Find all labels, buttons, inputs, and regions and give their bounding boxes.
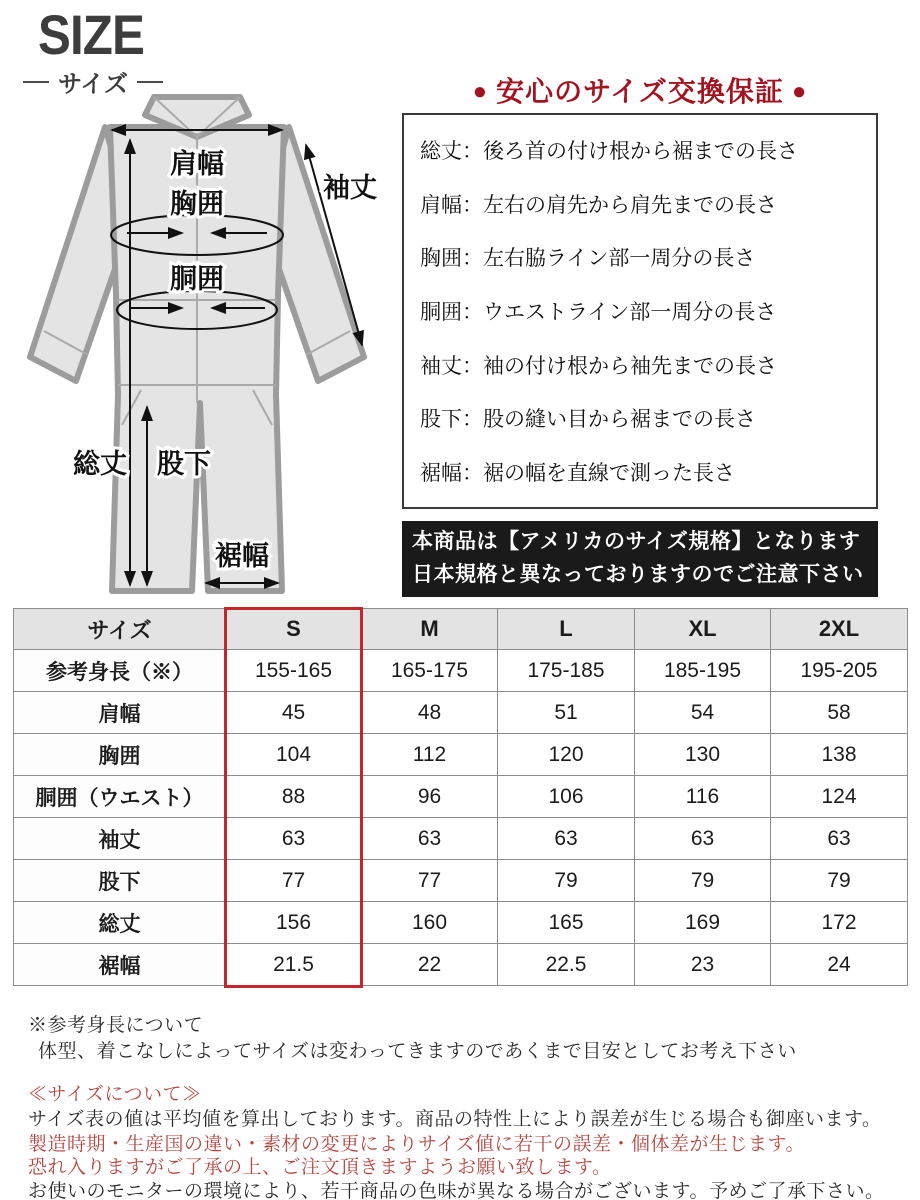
- us-size-standard-notice: [402, 521, 878, 597]
- cell: 63: [362, 818, 498, 860]
- cell: 58: [771, 692, 908, 734]
- cell: 156: [226, 902, 362, 944]
- cell: 63: [635, 818, 771, 860]
- row-label: 参考身長（※）: [14, 650, 226, 692]
- cell: 96: [362, 776, 498, 818]
- size-note-line: 製造時期・生産国の違い・素材の変更によりサイズ値に若干の誤差・個体差が生じます。: [28, 1134, 805, 1155]
- cell: 45: [226, 692, 362, 734]
- label-hem-width: 裾幅: [215, 541, 269, 571]
- us-size-notice-line2: 日本規格と異なっておりますのでご注意下さい: [412, 563, 864, 586]
- cell: 185-195: [635, 650, 771, 692]
- cell: 160: [362, 902, 498, 944]
- label-total-length: 総丈: [73, 449, 127, 479]
- table-row-total-length: [14, 902, 908, 944]
- cell: 79: [771, 860, 908, 902]
- cell: 120: [498, 734, 635, 776]
- size-note-line: お使いのモニターの環境により、若干商品の色味が異なる場合がございます。予めご了承下さい。: [28, 1181, 885, 1200]
- cell: 165: [498, 902, 635, 944]
- cell: 88: [226, 776, 362, 818]
- cell: 112: [362, 734, 498, 776]
- table-row-waist: [14, 776, 908, 818]
- bullet-icon-right: ●: [791, 78, 808, 105]
- table-row-inseam: [14, 860, 908, 902]
- table-row-sleeve: [14, 818, 908, 860]
- table-row-shoulder: [14, 692, 908, 734]
- definition-inseam: 股下：股の縫い目から裾までの長さ: [420, 408, 756, 432]
- cell: 48: [362, 692, 498, 734]
- row-label: 股下: [14, 860, 226, 902]
- col-header-xl: XL: [635, 609, 771, 650]
- size-note-line: 恐れ入りますがご了承の上、ご注文頂きますようお願い致します。: [28, 1157, 612, 1178]
- height-note-title: ※参考身長について: [28, 1015, 204, 1036]
- cell: 116: [635, 776, 771, 818]
- cell: 63: [771, 818, 908, 860]
- size-table: [13, 608, 908, 986]
- definition-waist: 胴囲：ウエストライン部一周分の長さ: [420, 300, 777, 324]
- height-note-body: 体型、着こなしによってサイズは変わってきますのであくまで目安としてお考え下さい: [38, 1041, 797, 1062]
- us-size-notice-line1: 本商品は【アメリカのサイズ規格】となります: [412, 530, 861, 554]
- definition-sleeve-length: 袖丈：袖の付け根から袖先までの長さ: [420, 354, 777, 378]
- cell: 23: [635, 944, 771, 986]
- cell: 24: [771, 944, 908, 986]
- cell: 79: [635, 860, 771, 902]
- cell: 195-205: [771, 650, 908, 692]
- col-header-s: S: [226, 609, 362, 650]
- guarantee-heading-text: 安心のサイズ交換保証: [496, 76, 784, 107]
- table-row-chest: [14, 734, 908, 776]
- cell: 77: [362, 860, 498, 902]
- row-label: 肩幅: [14, 692, 226, 734]
- row-label: 裾幅: [14, 944, 226, 986]
- cell: 63: [226, 818, 362, 860]
- table-row-height: [14, 650, 908, 692]
- col-header-size: サイズ: [14, 609, 226, 650]
- dash-left: [23, 81, 49, 83]
- definition-chest: 胸囲：左右脇ライン部一周分の長さ: [420, 247, 756, 271]
- table-row-hem: [14, 944, 908, 986]
- label-waist: 胴囲: [170, 264, 224, 294]
- row-label: 胴囲（ウエスト）: [14, 776, 226, 818]
- col-header-2xl: 2XL: [771, 609, 908, 650]
- label-chest: 胸囲: [170, 189, 224, 219]
- size-note-line: サイズ表の値は平均値を算出しております。商品の特性上により誤差が生じる場合も御座います。: [28, 1109, 882, 1130]
- cell: 104: [226, 734, 362, 776]
- page-title: SIZE: [38, 3, 145, 66]
- page-subtitle-text: サイズ: [57, 71, 129, 98]
- label-sleeve-length: 袖丈: [323, 173, 377, 203]
- coverall-measurement-diagram: [20, 85, 410, 605]
- cell: 138: [771, 734, 908, 776]
- label-shoulder-width: 肩幅: [170, 149, 224, 179]
- cell: 130: [635, 734, 771, 776]
- definition-total-length: 総丈：後ろ首の付け根から裾までの長さ: [420, 139, 798, 163]
- bullet-icon-left: ●: [472, 78, 489, 105]
- cell: 79: [498, 860, 635, 902]
- definition-hem-width: 裾幅：裾の幅を直線で測った長さ: [420, 462, 735, 486]
- col-header-m: M: [362, 609, 498, 650]
- row-label: 胸囲: [14, 734, 226, 776]
- cell: 106: [498, 776, 635, 818]
- size-note-title: ≪サイズについて≫: [28, 1084, 202, 1105]
- cell: 172: [771, 902, 908, 944]
- guarantee-heading: [402, 70, 878, 110]
- cell: 22: [362, 944, 498, 986]
- measurement-definitions-box: [402, 113, 878, 509]
- cell: 175-185: [498, 650, 635, 692]
- col-header-l: L: [498, 609, 635, 650]
- cell: 54: [635, 692, 771, 734]
- label-inseam: 股下: [157, 449, 211, 479]
- definition-shoulder-width: 肩幅：左右の肩先から肩先までの長さ: [420, 193, 777, 217]
- cell: 77: [226, 860, 362, 902]
- cell: 22.5: [498, 944, 635, 986]
- cell: 21.5: [226, 944, 362, 986]
- size-table-header-row: [14, 609, 908, 650]
- cell: 155-165: [226, 650, 362, 692]
- cell: 124: [771, 776, 908, 818]
- cell: 51: [498, 692, 635, 734]
- dash-right: [137, 81, 163, 83]
- cell: 169: [635, 902, 771, 944]
- cell: 165-175: [362, 650, 498, 692]
- cell: 63: [498, 818, 635, 860]
- row-label: 袖丈: [14, 818, 226, 860]
- row-label: 総丈: [14, 902, 226, 944]
